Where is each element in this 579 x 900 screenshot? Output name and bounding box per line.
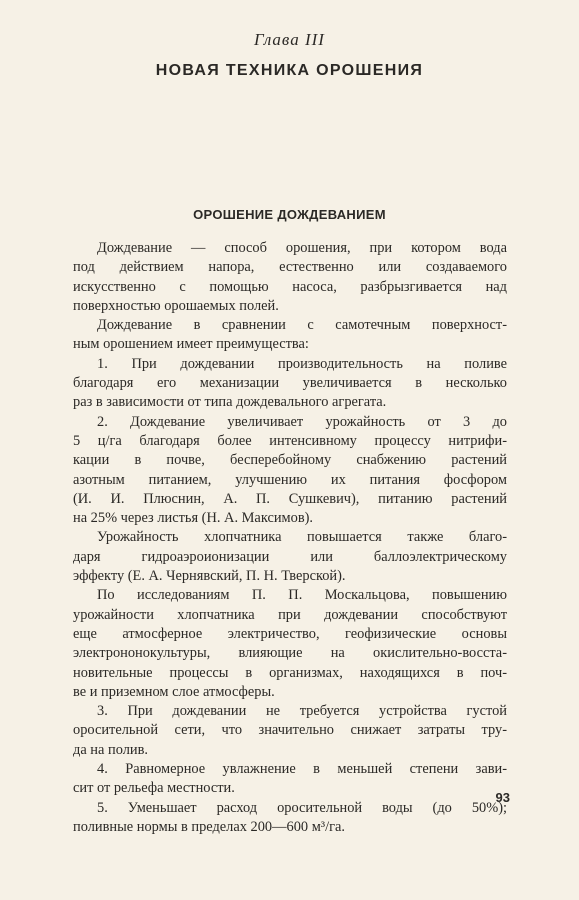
text-line: поверхностью орошаемых полей. — [73, 297, 279, 314]
text-line: По исследованиям П. П. Москальцова, повышению — [97, 587, 507, 604]
text-line: да на полив. — [73, 741, 148, 758]
text-line: даря гидроаэроионизации или баллоэлектрическому — [73, 548, 507, 565]
text-line: поливные нормы в пределах 200—600 м³/га. — [73, 818, 346, 835]
text-line: кации в почве, бесперебойному снабжению растений — [73, 452, 507, 469]
text-line: 3. При дождевании не требуется устройства густой — [97, 703, 507, 720]
text-line: ве и приземном слое атмосферы. — [73, 683, 275, 700]
text-line: 5. Уменьшает расход оросительной воды (до 50%); — [97, 799, 507, 816]
paragraph — [73, 528, 507, 586]
text-line: 2. Дождевание увеличивает урожайность от 3 до — [97, 413, 507, 430]
text-line: раз в зависимости от типа дождевального агрегата. — [73, 394, 387, 411]
body-text — [73, 239, 507, 837]
paragraph — [73, 586, 507, 702]
text-line: Урожайность хлопчатника повышается также благо- — [97, 529, 507, 546]
text-line: Дождевание в сравнении с самотечным поверхност- — [97, 317, 507, 334]
paragraph — [73, 239, 507, 316]
text-line: азотным питанием, улучшению их питания фосфором — [73, 471, 507, 488]
paragraph — [73, 799, 507, 838]
text-line: электрононокультуры, влияющие на окислительно-восста- — [73, 645, 507, 662]
paragraph — [73, 702, 507, 760]
paragraph — [73, 316, 507, 355]
text-line: оросительной сети, что значительно снижает затраты тру- — [73, 722, 507, 739]
text-line: 5 ц/га благодаря более интенсивному процессу нитрифи- — [73, 432, 507, 449]
paragraph — [73, 760, 507, 799]
text-line: под действием напора, естественно или создаваемого — [73, 259, 507, 276]
chapter-label: Глава III — [254, 30, 325, 49]
text-line: эффекту (Е. А. Чернявский, П. Н. Тверской). — [73, 568, 346, 585]
text-line: на 25% через листья (Н. А. Максимов). — [73, 510, 314, 527]
text-line: новительные процессы в организмах, находящихся в поч- — [73, 664, 507, 681]
page-number: 93 — [495, 790, 510, 805]
text-line: искусственно с помощью насоса, разбрызгивается над — [73, 278, 507, 295]
text-line: ным орошением имеет преимущества: — [73, 336, 309, 353]
text-line: благодаря его механизации увеличивается в несколько — [73, 375, 507, 392]
paragraph — [73, 413, 507, 529]
text-line: 1. При дождевании производительность на поливе — [97, 355, 507, 372]
text-line: Дождевание — способ орошения, при котором вода — [97, 240, 507, 256]
section-title: ОРОШЕНИЕ ДОЖДЕВАНИЕМ — [193, 207, 386, 222]
text-line: 4. Равномерное увлажнение в меньшей степени зави- — [97, 761, 507, 778]
text-line: (И. И. Плюснин, А. П. Сушкевич), питанию растений — [73, 490, 507, 507]
chapter-title: НОВАЯ ТЕХНИКА ОРОШЕНИЯ — [155, 62, 424, 79]
text-line: еще атмосферное электричество, геофизические основы — [73, 625, 507, 642]
paragraph — [73, 355, 507, 413]
text-line: сит от рельефа местности. — [73, 780, 235, 797]
text-line: урожайности хлопчатника при дождевании способствуют — [73, 606, 507, 623]
